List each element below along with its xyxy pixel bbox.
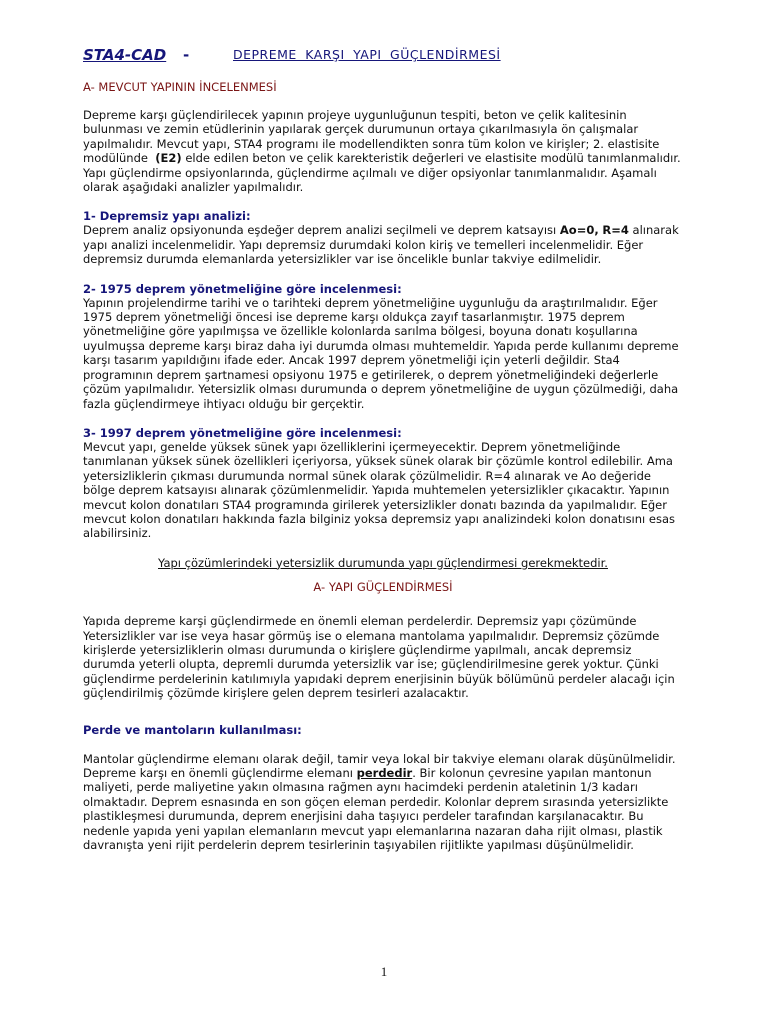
document-page xyxy=(83,44,683,852)
section-heading-mevcut-yapi: A- MEVCUT YAPININ İNCELENMESİ xyxy=(83,80,277,94)
paragraph-perde-manto: Mantolar güçlendirme elemanı olarak değil, tamir veya lokal bir takviye elemanı olarak düşünülmelidir. Depreme karşı en önemli güçlendirme elemanı perdedir. Bir kolonun çevresine yapılan mantonun maliyeti, perde maliyetine yakın olmasına rağmen aynı hacimdeki perdenin ataletinin 1/3 kadarı olmaktadır. Deprem esnasında en son göçen eleman perdedir. Kolonlar deprem sırasında yetersizlikte plastikleşmesi durumunda, deprem enerjisini daha taşıyıcı perdeler tarafından karşılanacaktır. Bu nedenle yapıda yeni yapılan elemanların mevcut yapı elemanlarına nazaran daha rijit olması, plastik davranışta yeni rijit perdelerin deprem tesirlerinin taşıyabilen rijitlikte yapılması düşünülmelidir. xyxy=(83,751,676,853)
subheading-perde-manto: Perde ve mantoların kullanılması: xyxy=(83,722,302,737)
paragraph-1975-yonetmelik: Yapının projelendirme tarihi ve o tarihteki deprem yönetmeliğine uygunluğu da araştırılmalıdır. Eğer 1975 deprem yönetmeliği öncesi ise depreme karşı oldukça zayıf tasarlanmıştır. 1975 deprem yönetmeliğine göre yapılmışsa ve özellikle kolonlarda sarılma bölgesi, boyuna donatı koşullarına uyulmuşsa depreme karşı biraz daha iyi durumda olması muhtemeldir. Yapıda perde kullanımı depreme karşı tasarım yapıldığını ifade eder. Ancak 1997 deprem yönetmeliği için yeterli değildir. Sta4 programının deprem şartnamesi opsiyonu 1975 e getirilerek, o deprem yönetmeliğindeki değerlerle çözüm yapılmalıdır. Yetersizlik olması durumunda o deprem yönetmeliğine de uygun çözülmediği, daha fazla güçlendirmeye ihtiyacı olduğu bir gerçektir. xyxy=(83,295,679,411)
subheading-1997-yonetmelik: 3- 1997 deprem yönetmeliğine göre incelenmesi: xyxy=(83,425,402,440)
paragraph-1997-yonetmelik: Mevcut yapı, genelde yüksek sünek yapı özelliklerini içermeyecektir. Deprem yönetmeliğinde tanımlanan yüksek sünek özellikleri içeriyorsa, yüksek sünek olarak bir çözümle kontrol edilebilir. Ama yetersizliklerin çıkması durumunda normal sünek olarak çözülmelidir. R=4 alınarak ve Ao değeride bölge deprem katsayısı alınarak çözümlenmelidir. Yapıda muhtemelen yetersizlikler çıkacaktır. Yapının mevcut kolon donatıları STA4 programında girilerek yetersizlikler donatı bazında da yapılmalıdır. Eğer mevcut kolon donatıları hakkında fazla bilginiz yoksa depremsiz yapı analizindeki kolon donatısını esas alabilirsiniz. xyxy=(83,439,675,541)
document-title: DEPREME KARŞI YAPI GÜÇLENDİRMESİ xyxy=(233,47,501,62)
section-heading-guclendirme: A- YAPI GÜÇLENDİRMESİ xyxy=(313,580,453,595)
note-underlined: Yapı çözümlerindeki yetersizlik durumunda yapı güçlendirmesi gerekmektedir. xyxy=(158,555,608,570)
page-number: 1 xyxy=(380,964,388,979)
brand-title: STA4-CAD xyxy=(83,46,167,64)
subheading-depremsiz-analiz: 1- Depremsiz yapı analizi: xyxy=(83,209,251,224)
subheading-1975-yonetmelik: 2- 1975 deprem yönetmeliğine göre incelenmesi: xyxy=(83,281,402,296)
paragraph-guclendirme: Yapıda depreme karşi güçlendirmede en önemli eleman perdelerdir. Depremsiz yapı çözümünde Yetersizlikler var ise veya hasar görmüş ise o elemana mantolama yapılmalıdır. Depremsiz çözümde kirişlerde yetersizliklerin olması durumunda o kirişlere güçlendirme yapılmalı, ancak depremsiz durumda yeterli olupta, depremli durumda yetersizlik var ise; güçlendirilmesine gerek yoktur. Çünki güçlendirme perdelerinin katılımıyla yapıdaki deprem enerjisinin büyük bölümünü perdeler alacağı için güçlendirilmiş çözümde kirişlere gelen deprem tesirleri azalacaktır. xyxy=(83,614,675,701)
document-header xyxy=(83,44,683,68)
header-dash: - xyxy=(183,46,190,64)
intro-paragraph: Depreme karşı güçlendirilecek yapının projeye uygunluğunun tespiti, beton ve çelik kalitesinin bulunması ve zemin etüdlerinin yapılarak gerçek durumunun ortaya çıkarılmasıyla ön çalışmalar yapılmalıdır. Mevcut yapı, STA4 programı ile modellendikten sonra tüm kolon ve kirişler; 2. elastisite modülünde (E2) elde edilen beton ve çelik karekteristik değerleri ve elastisite modülü tanımlanmalıdır. Yapı güçlendirme opsiyonlarında, güçlendirme açılmalı ve diğer opsiyonlar tanımlanmalıdır. Aşamalı olarak aşağıdaki analizler yapılmalıdır. xyxy=(83,108,681,195)
paragraph-depremsiz-analiz: Deprem analiz opsiyonunda eşdeğer deprem analizi seçilmeli ve deprem katsayısı Ao=0, R=4 alınarak yapı analizi incelenmelidir. Yapı depremsiz durumdaki kolon kiriş ve temelleri incelenmelidir. Eğer depremsiz durumda elemanlarda yetersizlikler var ise öncelikle bunlar takviye edilmelidir. xyxy=(83,223,679,267)
